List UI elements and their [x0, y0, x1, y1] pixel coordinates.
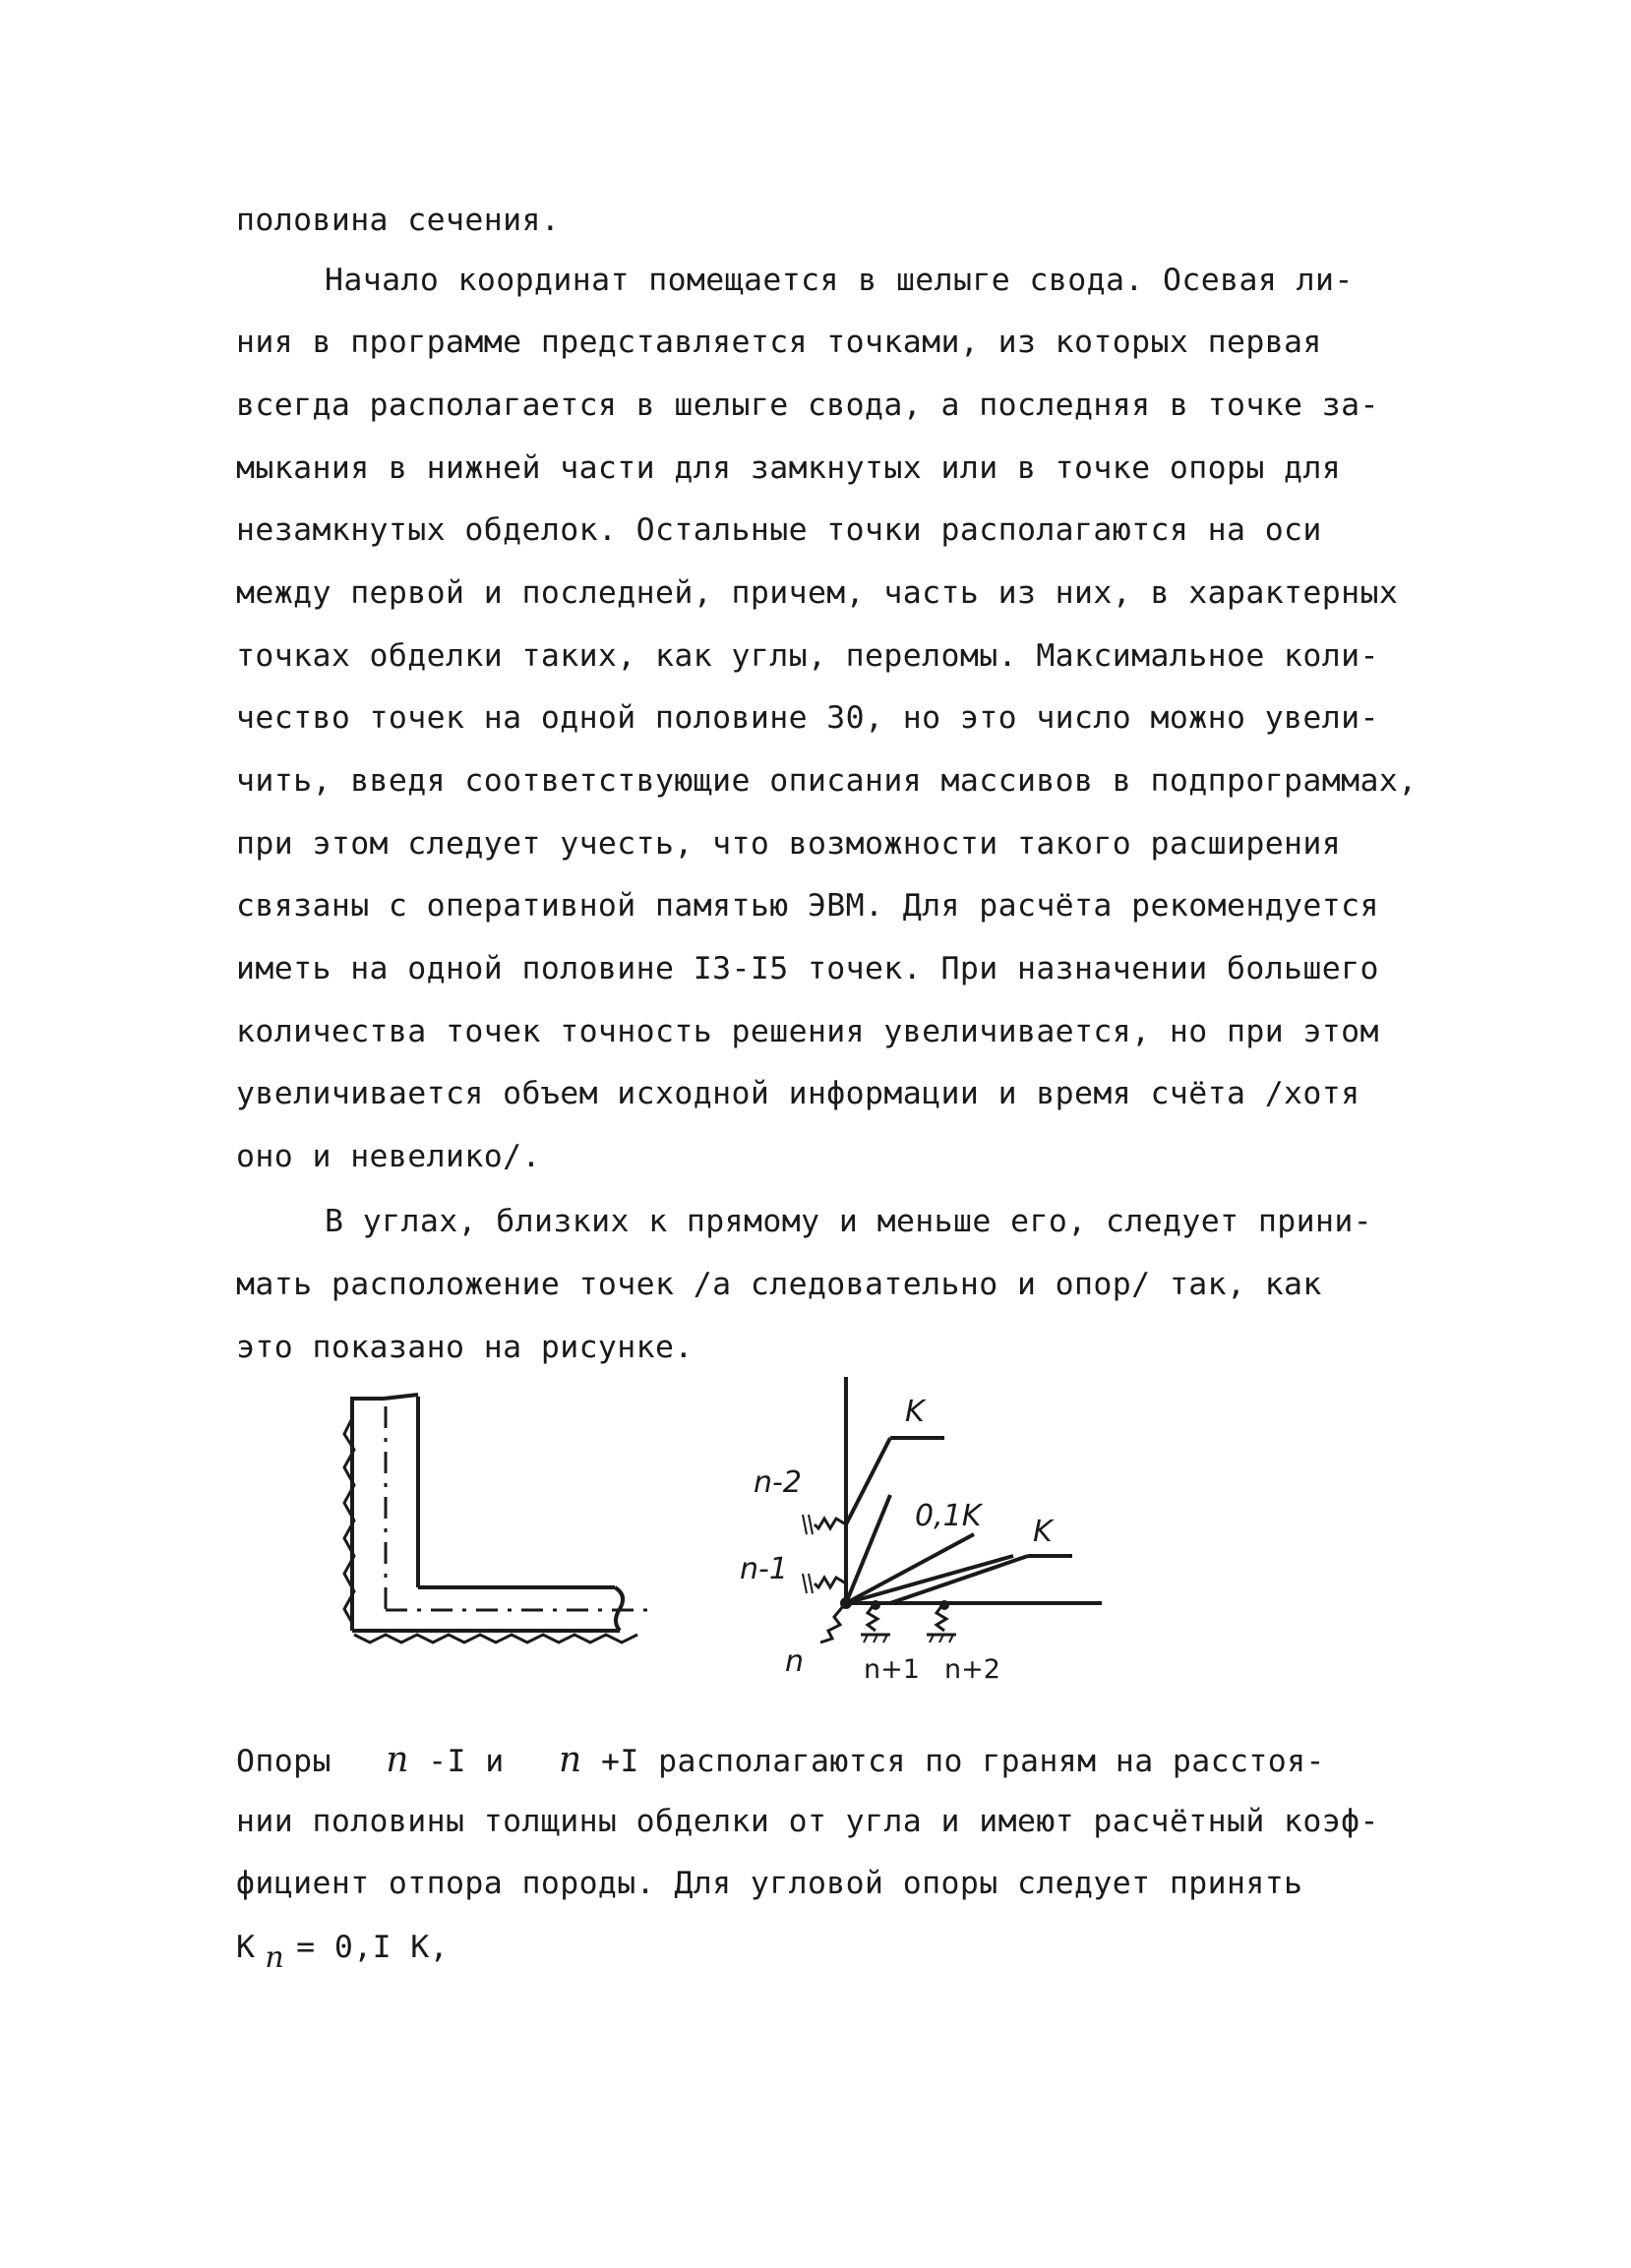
- text-line: мыкания в нижней части для замкнутых или в точке опоры для: [236, 450, 1342, 486]
- symbol-n: n: [386, 1740, 409, 1780]
- corner-support-figure: [325, 1377, 1131, 1711]
- text-line: нии половины толщины обделки от угла и имеют расчётный коэф-: [236, 1804, 1379, 1839]
- text-line: чить, введя соответствующие описания массивов в подпрограммах,: [236, 763, 1418, 799]
- text-line: количества точек точность решения увеличивается, но при этом: [236, 1014, 1379, 1049]
- text-line: увеличивается объем исходной информации и время счёта /хотя: [236, 1076, 1360, 1111]
- text-line: мать расположение точек /а следовательно и опор/ так, как: [236, 1267, 1322, 1302]
- text-line: [236, 1741, 1325, 1781]
- label-n-minus-2: n-2: [754, 1465, 802, 1500]
- text-line: точках обделки таких, как углы, переломы. Максимальное коли-: [236, 638, 1379, 674]
- label-k-right: K: [1033, 1515, 1053, 1549]
- label-n-plus-1: n+1: [864, 1654, 920, 1685]
- label-k-top: K: [905, 1395, 925, 1429]
- node-n-plus-2: [939, 1600, 949, 1610]
- text-line: Начало координат помещается в шелыге свода. Осевая ли-: [325, 263, 1354, 298]
- formula-line: [236, 1928, 450, 1975]
- text-run: +I располагаются по граням на расстоя-: [600, 1744, 1325, 1779]
- node-n-plus-1: [871, 1600, 880, 1610]
- figure-drawing: [325, 1377, 1131, 1711]
- label-n: n: [785, 1644, 805, 1679]
- text-line: это показано на рисунке.: [236, 1330, 694, 1365]
- lining-corner-drawing: [344, 1395, 649, 1642]
- text-line: В углах, близких к прямому и меньше его, следует прини-: [325, 1204, 1373, 1239]
- text-line: чество точек на одной половине 30, но это число можно увели-: [236, 700, 1379, 736]
- text-line: иметь на одной половине I3-I5 точек. При назначении большего: [236, 951, 1379, 986]
- text-line: фициент отпора породы. Для угловой опоры следует принять: [236, 1866, 1303, 1901]
- text-line: при этом следует учесть, что возможности такого расширения: [236, 826, 1342, 862]
- text-line: ния в программе представляется точками, из которых первая: [236, 325, 1322, 360]
- text-run: -I и: [428, 1744, 505, 1779]
- text-line: между первой и последней, причем, часть из них, в характерных: [236, 575, 1399, 611]
- label-n-minus-1: n-1: [740, 1552, 788, 1586]
- symbol-n: n: [559, 1740, 582, 1780]
- label-k-01: 0,1K: [915, 1499, 982, 1533]
- text-line: всегда располагается в шелыге свода, а последняя в точке за-: [236, 388, 1379, 423]
- text-run: Опоры: [236, 1744, 332, 1779]
- text-line: незамкнутых обделок. Остальные точки располагаются на оси: [236, 512, 1322, 548]
- formula-subscript-n: n: [265, 1940, 285, 1975]
- node-n: [840, 1597, 852, 1609]
- text-line: оно и невелико/.: [236, 1139, 541, 1174]
- formula-k: К: [236, 1930, 256, 1965]
- text-line: половина сечения.: [236, 203, 561, 238]
- text-line: связаны с оперативной памятью ЭВМ. Для расчёта рекомендуется: [236, 888, 1379, 924]
- label-n-plus-2: n+2: [944, 1654, 1000, 1685]
- formula-rest: = 0,I К,: [296, 1930, 450, 1965]
